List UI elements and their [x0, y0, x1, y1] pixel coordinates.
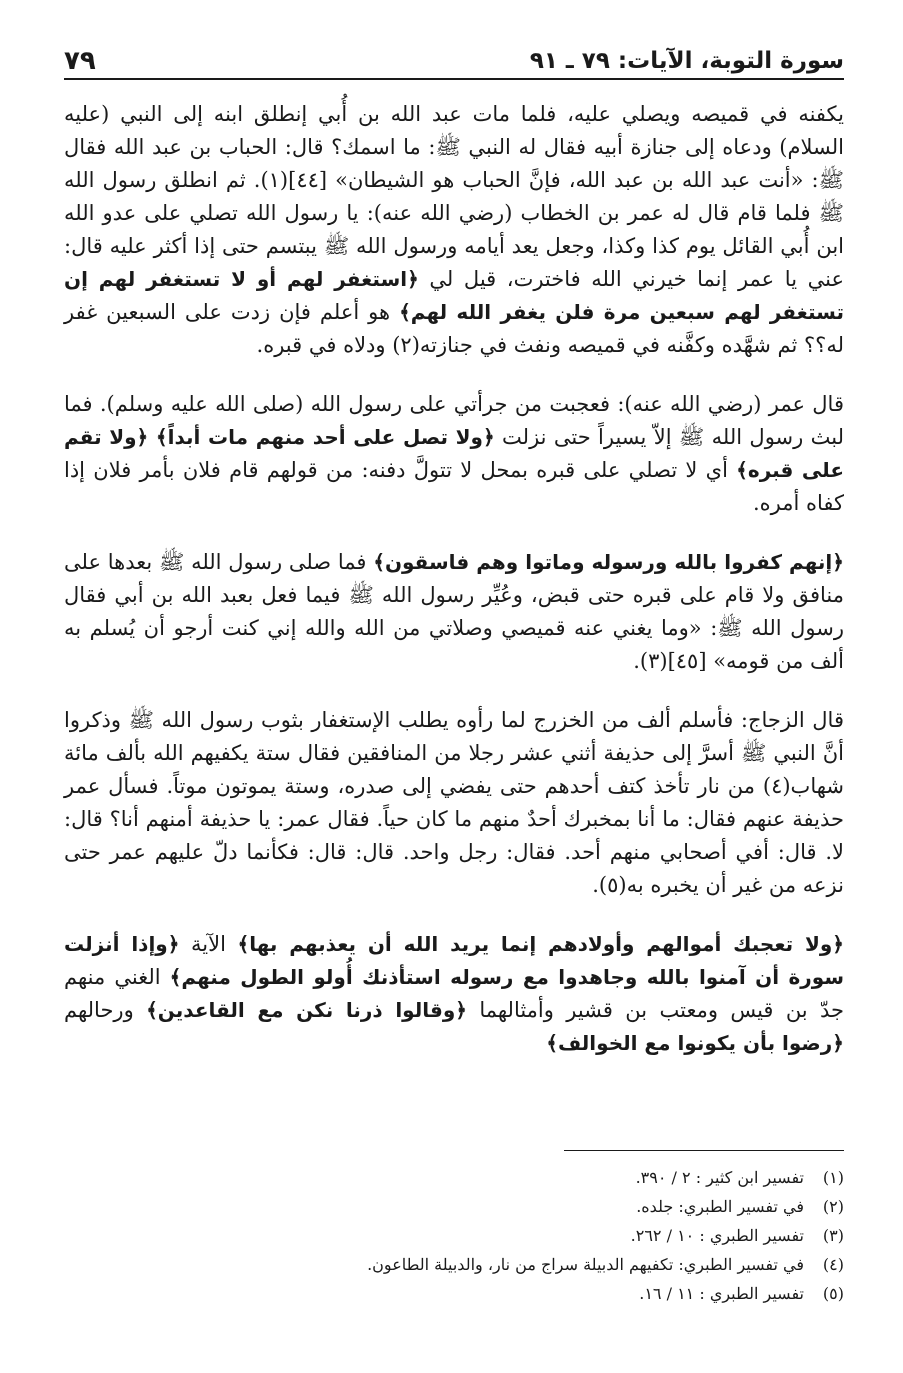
footnote [64, 1281, 844, 1306]
footnote-number: (٣) [822, 1226, 844, 1245]
quran-verse: ﴿رضوا بأن يكونوا مع الخوالف﴾ [546, 1031, 844, 1055]
footnote [64, 1165, 844, 1190]
text-segment: فما صلى رسول الله ﷺ بعدها على منافق ولا قام على قبره حتى قبض، وعُيِّر رسول الله ﷺ فيما فعل بعبد الله بن أبي فقال رسول الله ﷺ: «وما يغني عنه قميصي وصلاتي من الله والله إني كنت أرجو أن يُسلم به ألف من قومه» [٤٥](٣). [64, 550, 844, 673]
text-segment: يكفنه في قميصه ويصلي عليه، فلما مات عبد الله بن أُبي إنطلق ابنه إلى النبي (عليه السلام) ودعاه إلى جنازة أبيه فقال له النبي ﷺ: ما اسمك؟ قال: الحباب بن عبد الله فقال ﷺ: «أنت عبد الله بن عبد الله، فإنَّ الحباب هو الشيطان» [٤٤](١). ثم انطلق رسول الله ﷺ فلما قام قال له عمر بن الخطاب (رضي الله عنه): يا رسول الله تصلي على عدو الله ابن أُبي القائل يوم كذا وكذا، وجعل يعد أيامه ورسول الله ﷺ يبتسم حتى إذا أكثر عليه قال: عني يا عمر إنما خيرني الله فاخترت، قيل لي [64, 102, 845, 291]
footnote-text: تفسير الطبري : ١٠ / ٢٦٢. [630, 1226, 804, 1245]
footnote-number: (٥) [822, 1284, 844, 1303]
text-segment: ورحالهم [64, 998, 147, 1022]
footnote-divider [564, 1150, 844, 1151]
footnote-number: (١) [822, 1168, 844, 1187]
quran-verse: ﴿وقالوا ذرنا نكن مع القاعدين﴾ [146, 998, 467, 1022]
footnote [64, 1252, 844, 1277]
paragraph [64, 704, 844, 902]
quran-verse: ﴿ولا تعجبك أموالهم وأولادهم إنما يريد الله أن يعذبهم بها﴾ [237, 932, 845, 956]
paragraph [64, 98, 844, 362]
paragraph [64, 928, 844, 1060]
quran-verse: ﴿إنهم كفروا بالله ورسوله وماتوا وهم فاسقون﴾ [373, 550, 844, 574]
text-segment: هو أعلم فإن زدت على السبعين غفر له؟؟ ثم شهَّده وكفَّنه في قميصه ونفث في جنازته(٢) ودلاه في قبره. [64, 300, 844, 357]
footnote-text: تفسير الطبري : ١١ / ١٦. [639, 1284, 804, 1303]
paragraph [64, 388, 844, 520]
footnote-number: (٢) [822, 1197, 844, 1216]
main-text [64, 98, 844, 1060]
text-segment: قال عمر (رضي الله عنه): فعجبت من جرأتي على رسول الله (صلى الله عليه وسلم). فما لبث رسول الله ﷺ إلاّ يسيراً حتى نزلت [64, 392, 844, 449]
quran-verse: ﴿استغفر لهم أو لا تستغفر لهم إن تستغفر لهم سبعين مرة فلن يغفر الله لهم﴾ [64, 267, 844, 324]
text-segment: الغني منهم جدّ بن قيس ومعتب بن قشير وأمثالهما [64, 965, 844, 1022]
footnote [64, 1194, 844, 1219]
quran-verse: ﴿ولا تصل على أحد منهم مات أبداً﴾ ﴿ولا تقم على قبره﴾ [64, 425, 844, 482]
book-page [64, 36, 844, 1356]
footnote [64, 1223, 844, 1248]
quran-verse: ﴿وإذا أنزلت سورة أن آمنوا بالله وجاهدوا مع رسوله استأذنك أُولو الطول منهم﴾ [64, 932, 844, 989]
footnote-text: في تفسير الطبري: جلده. [636, 1197, 804, 1216]
text-segment: قال الزجاج: فأسلم ألف من الخزرج لما رأوه يطلب الإستغفار بثوب رسول الله ﷺ وذكروا أنَّ النبي ﷺ أسرَّ إلى حذيفة أثني عشر رجلا من المنافقين فقال ستة يكفيهم الله بألف مائة شهاب(٤) من نار تأخذ كتف أحدهم حتى يفضي إلى صدره، وستة يموتون موتاً. فسأل عمر حذيفة عنهم فقال: ما أنا بمخبرك أحدٌ منهم ما كان حياً. فقال عمر: يا حذيفة أمنهم أنا؟ قال: لا. قال: أفي أصحابي منهم أحد. فقال: رجل واحد. قال: قال: فكأنما دلّ عليهم عمر حتى نزعه من غير أن يخبره به(٥). [64, 708, 844, 897]
footnote-text: في تفسير الطبري: تكفيهم الدبيلة سراج من نار، والدبيلة الطاعون. [367, 1255, 804, 1274]
chapter-title: سورة التوبة، الآيات: ٧٩ ـ ٩١ [529, 48, 844, 74]
text-segment: الآية [179, 932, 238, 956]
footnote-text: تفسير ابن كثير : ٢ / ٣٩٠. [635, 1168, 804, 1187]
footnote-number: (٤) [822, 1255, 844, 1274]
footnotes-section [64, 1150, 844, 1310]
footnote-list [64, 1165, 844, 1306]
page-number: ٧٩ [64, 46, 96, 76]
page-header [64, 36, 844, 80]
paragraph [64, 546, 844, 678]
text-segment: أي لا تصلي على قبره بمحل لا تتولَّ دفنه: من قولهم قام فلان بأمر فلان إذا كفاه أمره. [64, 458, 844, 515]
